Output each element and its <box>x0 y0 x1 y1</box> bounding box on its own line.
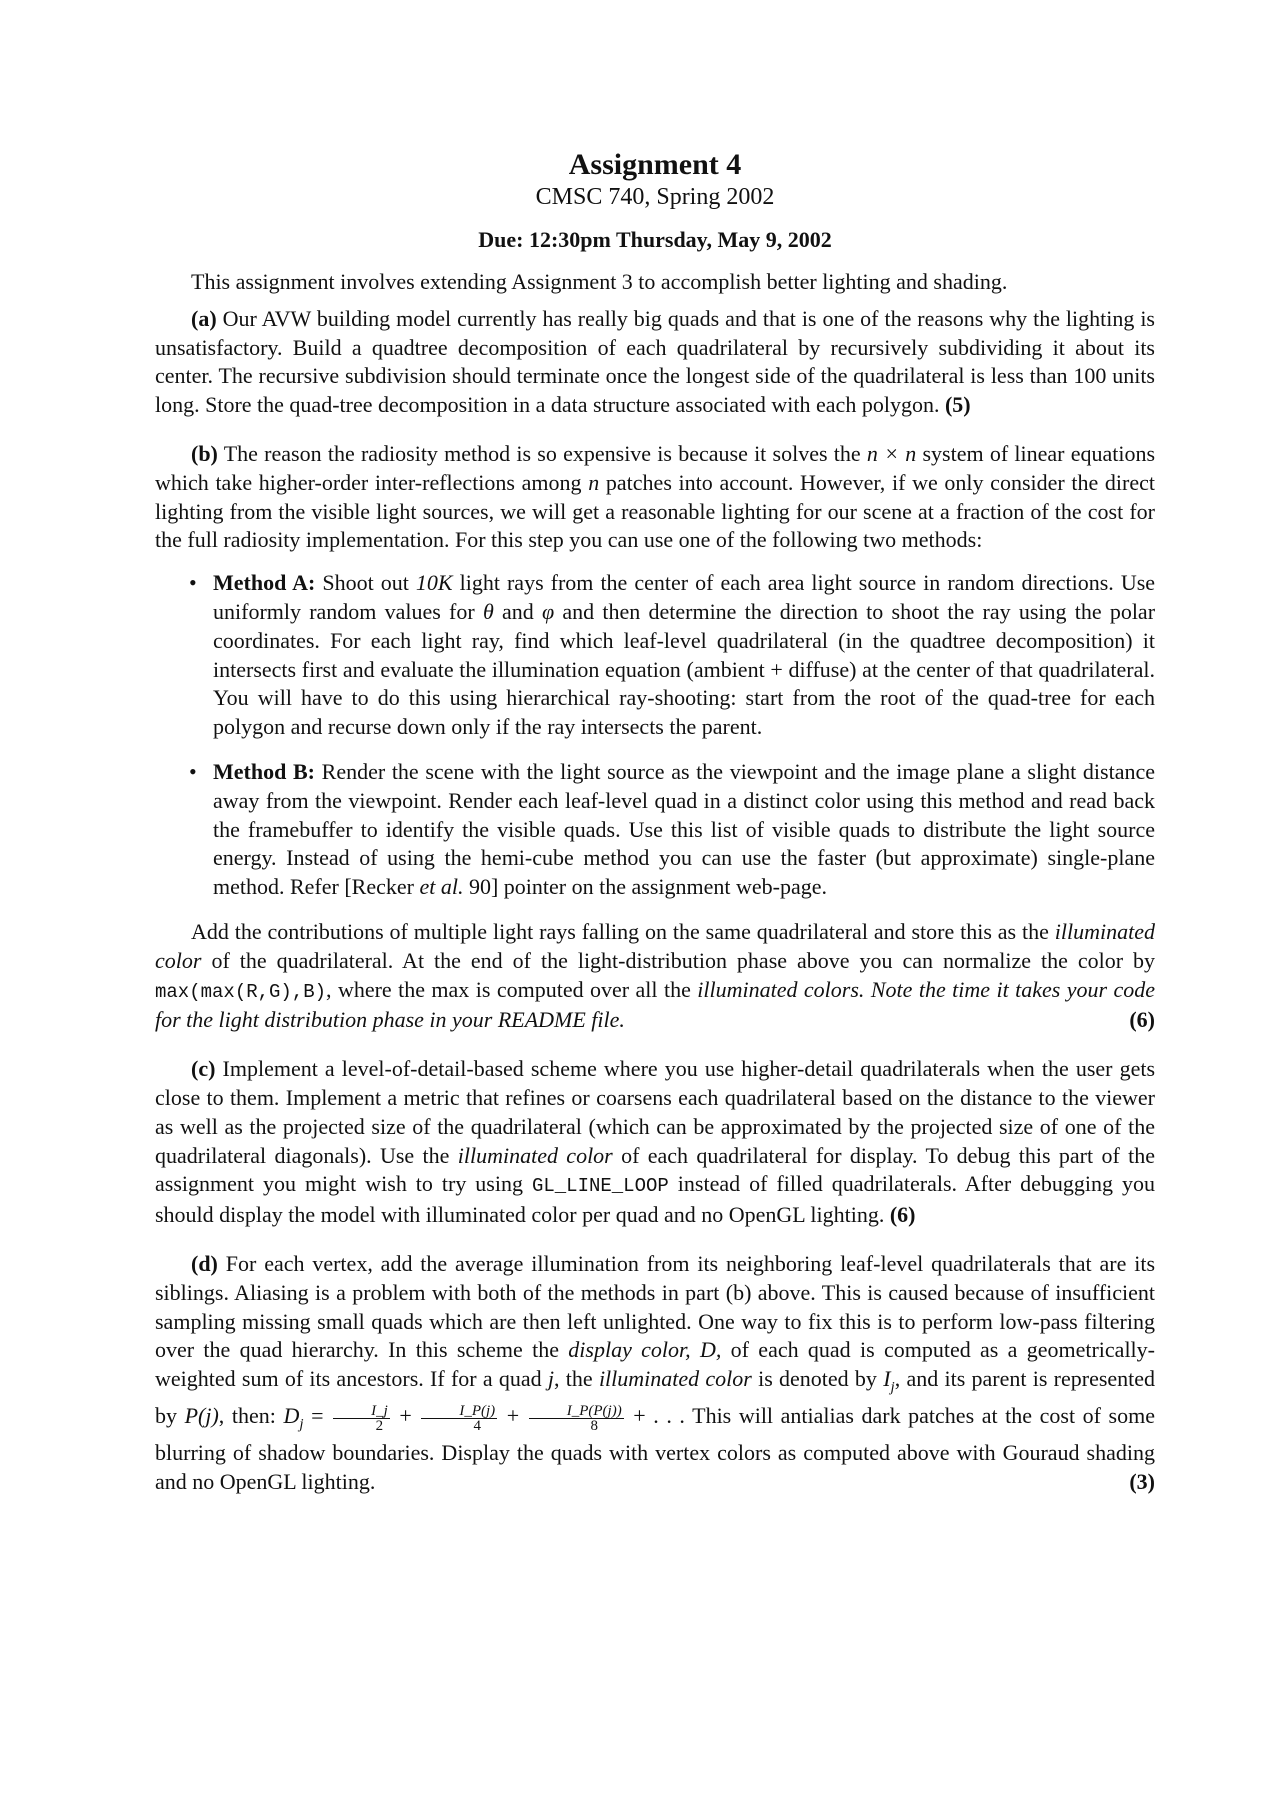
part-a-label: (a) <box>191 305 217 331</box>
eq-plus-1: + <box>399 1403 412 1429</box>
part-b-follow-text-1: Add the contributions of multiple light rays falling on the same quadrilateral and store this as the <box>191 918 1049 944</box>
eq-d-sub: j <box>299 1416 304 1433</box>
part-d-math-pj: P(j) <box>184 1403 219 1429</box>
part-b-math-n: n <box>588 469 600 495</box>
part-c-label: (c) <box>191 1056 216 1082</box>
bullet-icon: • <box>189 758 197 784</box>
methods-list <box>155 569 1155 902</box>
part-d-text-3: , the <box>554 1366 593 1392</box>
part-c-paragraph <box>155 1055 1155 1230</box>
display-color-equation <box>283 1402 685 1434</box>
eq-d: D <box>283 1403 300 1429</box>
part-b-paragraph <box>155 440 1155 555</box>
bullet-icon: • <box>189 570 197 596</box>
part-d-math-ij <box>883 1366 895 1396</box>
method-b-item <box>189 758 1156 902</box>
part-d-text-4: is denoted by <box>758 1366 877 1392</box>
document-page <box>155 148 1155 1497</box>
part-d-italic-1: display color, D, <box>568 1337 722 1363</box>
eq-frac-1 <box>333 1404 390 1433</box>
part-d-text-1: For each vertex, add the average illumination from its neighboring leaf-level quadrilaterals that are its siblings. Aliasing is a problem with both of the methods in part (b) above. This is caused because of insufficient sampling missing small quads which are then left unlighted. One way to fix this is to perform low-pass filtering over the quad hierarchy. In this scheme the <box>155 1250 1156 1363</box>
method-a-text-2: light rays from the center of each area light source in random directions. Use uniformly random values for <box>213 570 1156 624</box>
due-date: Due: 12:30pm Thursday, May 9, 2002 <box>478 227 832 252</box>
part-b-follow-code: max(max(R,G),B) <box>155 980 327 1003</box>
method-a-text-1: Shoot out <box>322 570 409 596</box>
part-b-text-3: patches into account. However, if we only consider the direct lighting from the visible light sources, we will get a reasonable lighting for our scene at a fraction of the cost for the full radiosity implementation. For this step you can use one of the following two methods: <box>155 469 1156 553</box>
eq-frac-3-num: I_P(P(j)) <box>529 1404 624 1419</box>
method-a-math-theta: θ <box>482 598 494 624</box>
part-d-text-6: , then: <box>218 1403 276 1429</box>
eq-frac-1-num: I_j <box>333 1404 390 1419</box>
eq-frac-2-den: 4 <box>473 1417 481 1434</box>
part-d-text-5: , and its parent is represented by <box>155 1366 1156 1429</box>
part-b-follow-italic-1: illuminated color <box>155 918 1155 973</box>
method-a-text-3: and <box>502 598 534 624</box>
part-b-follow-italic-2: illuminated colors. <box>697 976 865 1002</box>
part-c-text-2: of each quadrilateral for display. To debug this part of the assignment you might wish to try using <box>155 1142 1155 1197</box>
part-d-math-i: I <box>883 1366 891 1392</box>
part-c-italic: illuminated color <box>457 1142 613 1168</box>
method-a-label: Method A: <box>213 570 316 596</box>
part-d-label: (d) <box>191 1250 218 1276</box>
intro-text: This assignment involves extending Assignment 3 to accomplish better lighting and shading. <box>191 269 1008 294</box>
intro-paragraph <box>155 268 1155 297</box>
eq-equals: = <box>311 1403 324 1429</box>
course-subtitle: CMSC 740, Spring 2002 <box>535 184 775 210</box>
part-b-follow-text-2: of the quadrilateral. At the end of the light-distribution phase above you can normalize the color by <box>211 947 1156 973</box>
method-a-math-10k: 10K <box>415 570 453 596</box>
part-b-follow-italic-3: Note the time it takes your code for the light distribution phase in your README file. <box>155 976 1156 1033</box>
part-c-code: GL_LINE_LOOP <box>531 1175 669 1198</box>
eq-frac-1-den: 2 <box>375 1417 384 1434</box>
part-d-text-7: This will antialias dark patches at the cost of some blurring of shadow boundaries. Display the quads with vertex colors as computed above with Gouraud shading and no OpenGL lighting. <box>155 1403 1155 1495</box>
part-b-text-1: The reason the radiosity method is so expensive is because it solves the <box>223 440 861 466</box>
part-c-points: (6) <box>889 1202 916 1228</box>
part-c-text-3: instead of filled quadrilaterals. After debugging you should display the model with illuminated color per quad and no OpenGL lighting. <box>155 1171 1156 1228</box>
part-d-text-2: of each quad is computed as a geometrically-weighted sum of its ancestors. If for a quad <box>155 1337 1155 1392</box>
method-b-label: Method B: <box>213 758 315 784</box>
document-title: Assignment 4 <box>568 148 742 181</box>
eq-ellipsis: + . . . <box>633 1403 685 1429</box>
part-b-followup-paragraph <box>155 918 1155 1035</box>
part-b-points: (6) <box>1129 1007 1155 1033</box>
part-d-paragraph <box>155 1250 1155 1497</box>
part-b-label: (b) <box>191 440 218 466</box>
part-c-text-1: Implement a level-of-detail-based scheme where you use higher-detail quadrilaterals when the user gets close to them. Implement a metric that refines or coarsens each quadrilateral based on the distance to the viewer as well as the projected size of the quadrilateral (which can be approximated by the projected size of one of the quadrilateral diagonals). Use the <box>155 1056 1156 1168</box>
part-b-math-nxn: n × n <box>866 440 917 466</box>
method-b-text-2: 90] pointer on the assignment web-page. <box>468 874 827 900</box>
part-d-math-i-sub: j <box>890 1379 895 1396</box>
part-b-text-2: system of linear equations which take higher-order inter-reflections among <box>155 440 1156 495</box>
eq-frac-3-den: 8 <box>590 1417 598 1434</box>
part-a-text: Our AVW building model currently has really big quads and that is one of the reasons why the lighting is unsatisfactory. Build a quadtree decomposition of each quadrilateral by recursively subdividing it about its center. The recursive subdivision should terminate once the longest side of the quadrilateral is less than 100 units long. Store the quad-tree decomposition in a data structure associated with each polygon. <box>155 305 1155 418</box>
eq-frac-2 <box>421 1404 497 1433</box>
eq-frac-3 <box>529 1404 624 1433</box>
part-d-math-j: j <box>547 1366 555 1392</box>
part-a-paragraph <box>155 305 1155 420</box>
part-d-italic-2: illuminated color <box>598 1366 752 1392</box>
method-b-text-1: Render the scene with the light source as the viewpoint and the image plane a slight distance away from the viewpoint. Render each leaf-level quad in a distinct color using this method and read back the framebuffer to identify the visible quads. Use this list of visible quads to distribute the light source energy. Instead of using the hemi-cube method you can use the faster (but approximate) single-plane method. Refer [Recker <box>213 758 1156 900</box>
method-a-item <box>189 569 1156 742</box>
part-d-points: (3) <box>1129 1469 1155 1495</box>
eq-plus-2: + <box>506 1403 520 1429</box>
part-b-follow-text-3: , where the max is computed over all the <box>326 976 691 1002</box>
method-a-text-4: and then determine the direction to shoot the ray using the polar coordinates. For each light ray, find which leaf-level quadrilateral (in the quadtree decomposition) it intersects first and evaluate the illumination equation (ambient + diffuse) at the center of that quadrilateral. You will have to do this using hierarchical ray-shooting: start from the root of the quad-tree for each polygon and recurse down only if the ray intersects the parent. <box>213 598 1156 740</box>
method-a-math-phi: φ <box>542 598 555 624</box>
part-a-points: (5) <box>944 392 971 418</box>
eq-frac-2-num: I_P(j) <box>421 1404 497 1419</box>
method-b-italic: et al. <box>419 874 464 900</box>
